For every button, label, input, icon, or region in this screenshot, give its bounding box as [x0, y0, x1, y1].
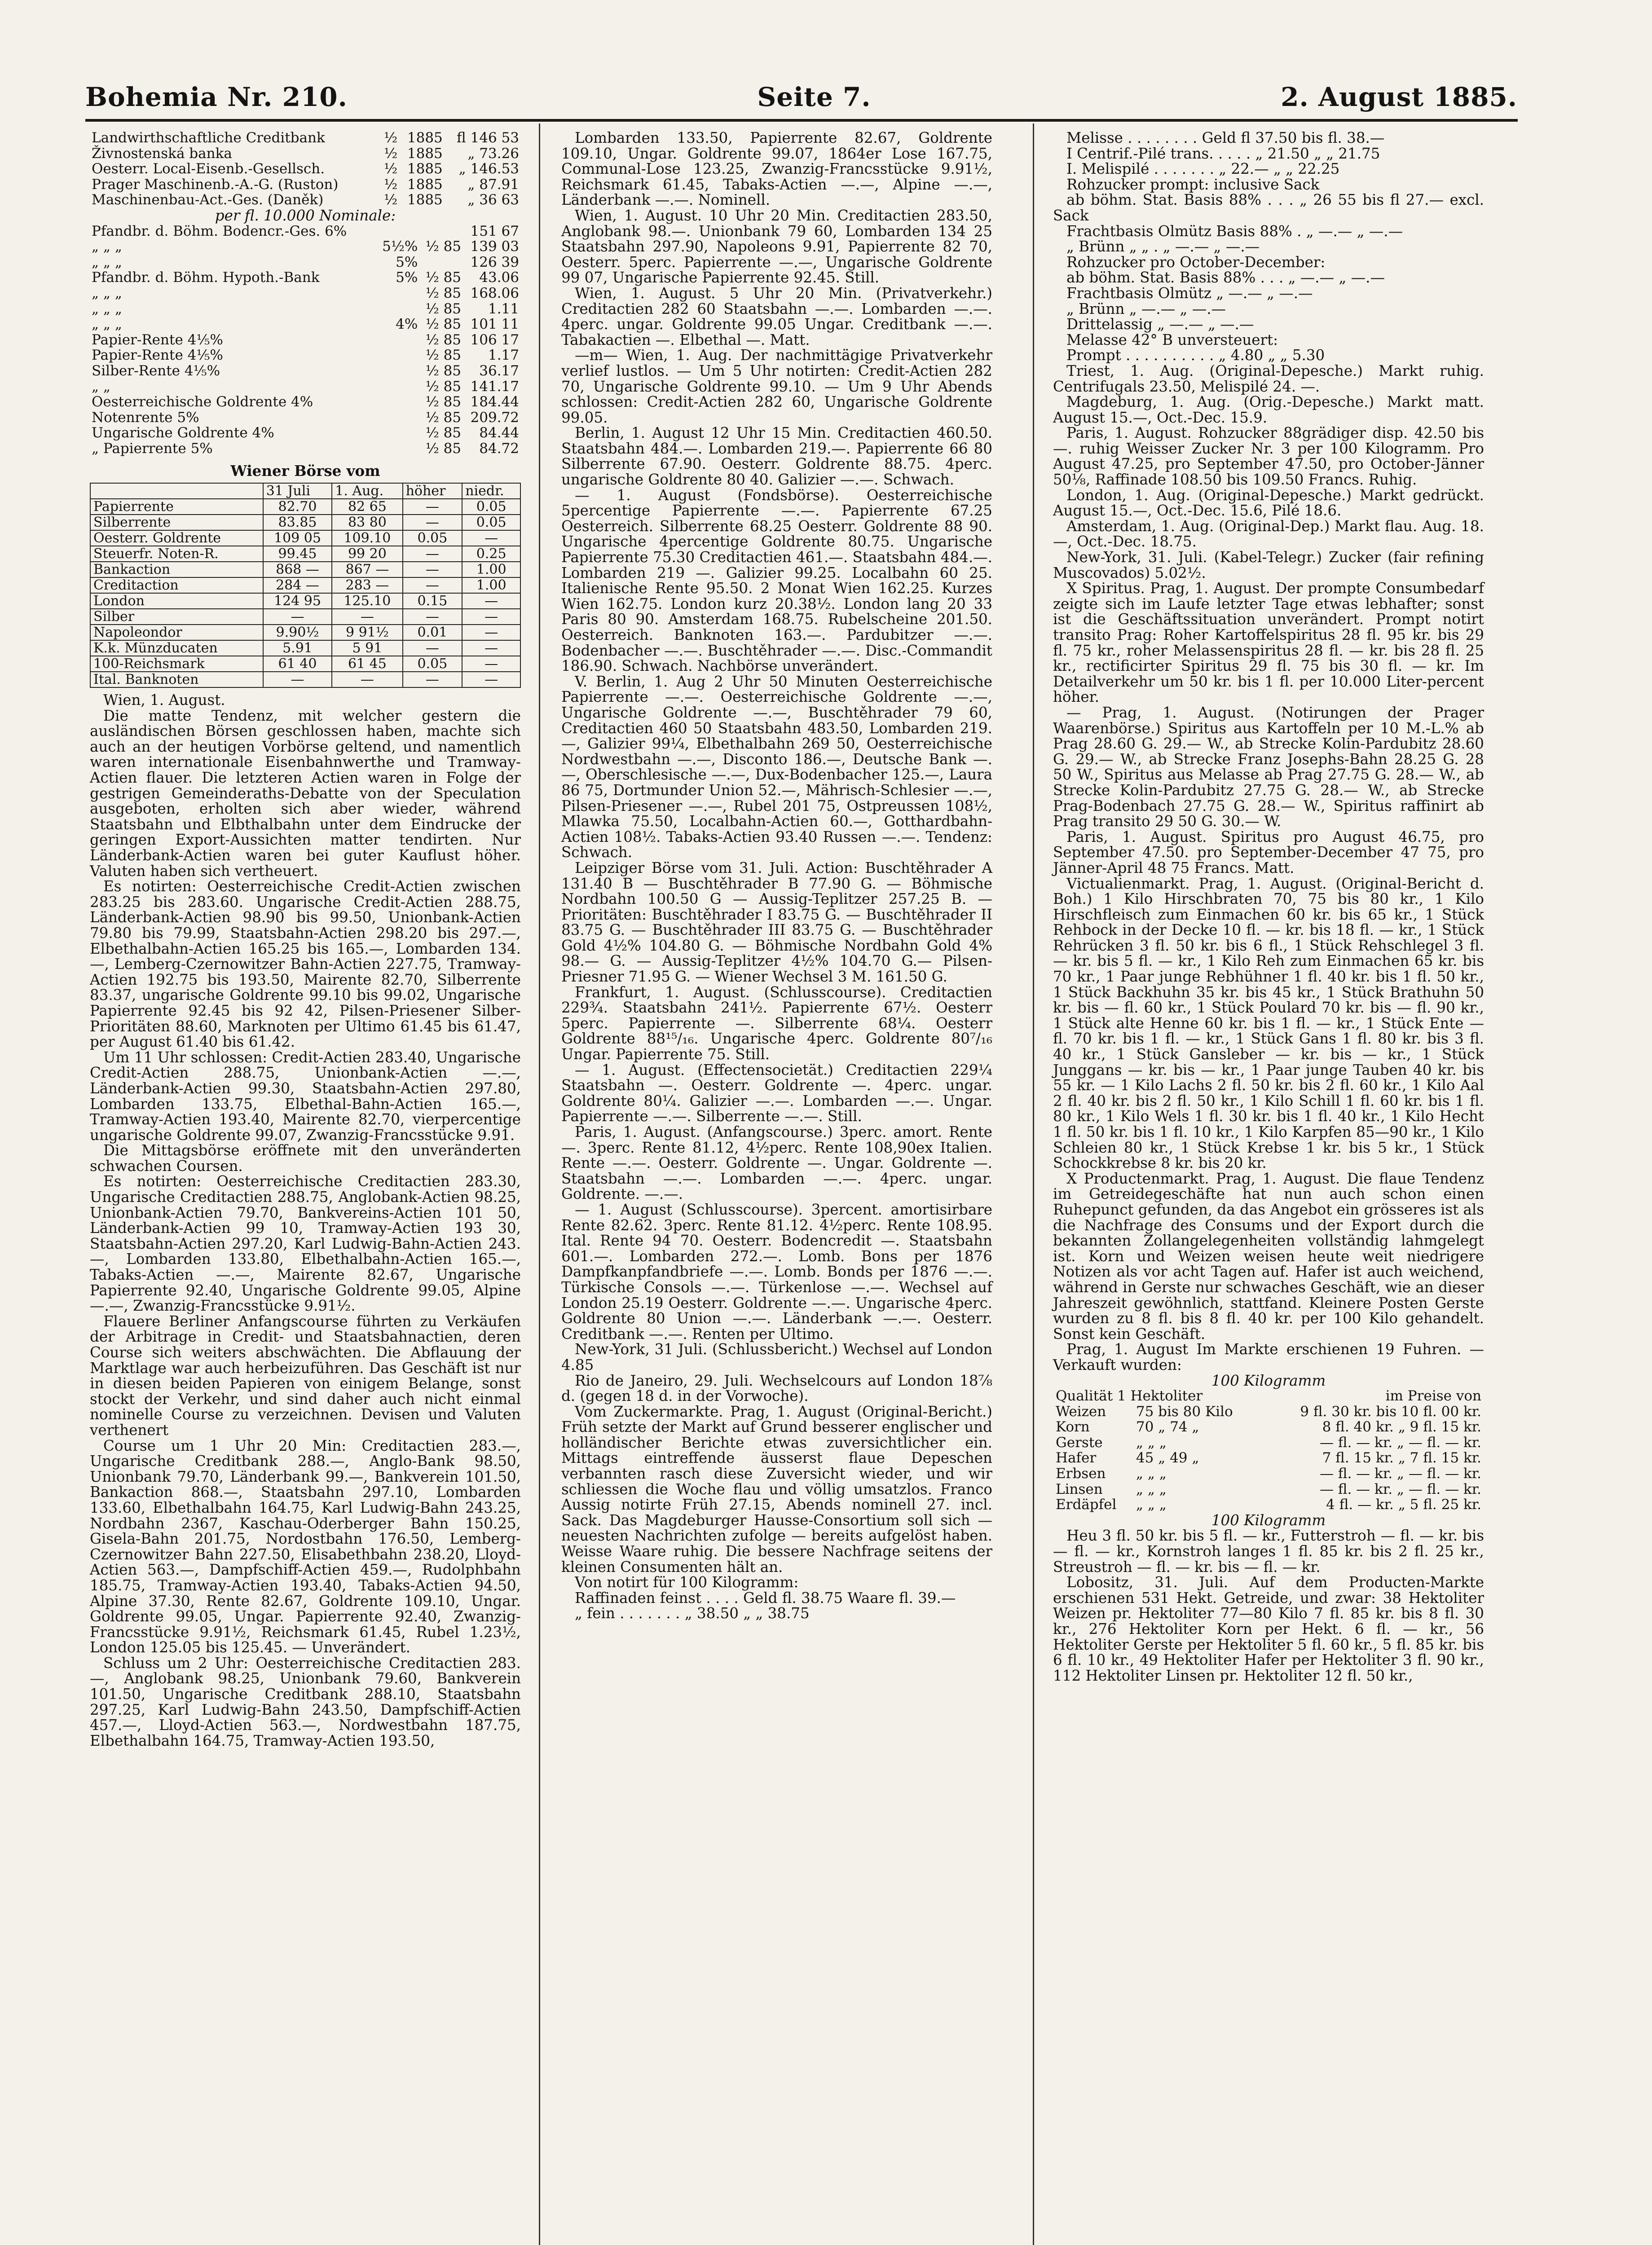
boerse-cell: London: [90, 593, 263, 609]
boerse-cell: 868 —: [263, 562, 332, 577]
grain-cell: 9 fl. 30 kr. bis 10 fl. 00 kr.: [1300, 1403, 1481, 1420]
boerse-cell: 99 20: [332, 546, 402, 562]
grain-cell: „ „ „: [1136, 1434, 1167, 1451]
quote-a-cell: ½: [384, 192, 398, 208]
quote-row: [90, 441, 521, 457]
article-paragraph: Leipziger Börse vom 31. Juli. Action: Buschtěhrader A 131.40 B — Buschtěhrader B 77.90 G. — Böhmische Nordbahn 100.50 G — Aussig-Teplitzer 257.25 B. — Prioritäten: Buschtěhrader I 83.75 G. — Buschtěhrader II 83.75 G. — Buschtěhrader III 83.75 G. — Buschtěhrader Gold 4½% 104.80 G. — Böhmische Nordbahn Gold 4% 98.— G. — Aussig-Teplitzer 4½% 104.70 G.— Pilsen-Priesner 71.95 G. — Wiener Wechsel 3 M. 161.50 G.: [561, 859, 992, 986]
quote-b-cell: 139 03: [470, 238, 519, 255]
quote-b-cell: [376, 224, 420, 239]
article-paragraph: Es notirten: Oesterreichische Creditactien 283.30, Ungarische Creditactien 288.75, Anglobank-Actien 98.25, Unionbank-Actien 79.70, Bankvereins-Actien 101 50, Länderbank-Actien 99 10, Tramway-Actien 193 30, Staatsbahn-Actien 297.20, Karl Ludwig-Bahn-Actien 243.—, Lombarden 133.80, Elbethalbahn-Actien 165.—, Tabaks-Actien —.—, Mairente 82.67, Ungarische Papierrente 92.40, Ungarische Goldrente 99.05, Alpine —.—, Zwanzig-Francsstücke 9.91½.: [90, 1173, 521, 1315]
table-row: [1053, 1435, 1484, 1451]
quote-a-cell: „ 146.53: [458, 161, 519, 177]
boerse-header: niedr.: [462, 483, 520, 499]
quote-b-cell: 141.17: [470, 378, 519, 395]
grain-head-price: im Preise von: [1385, 1388, 1481, 1404]
boerse-header: 1. Aug.: [332, 483, 402, 499]
column-1: [90, 130, 521, 1748]
quote-a-cell: Živnostenská banka: [92, 145, 232, 162]
table-row: [90, 593, 520, 609]
quote-b-cell: [376, 332, 420, 348]
article-paragraph: Drittelassig „ —.— „ —.—: [1066, 316, 1254, 333]
header-right: 2. August 1885.: [1281, 82, 1517, 112]
article-paragraph: — 1. August. (Effectensocietät.) Creditactien 229¼ Staatsbahn —. Oesterr. Goldrente —. 4perc. ungar. Goldrente 80¼. Galizier —.—. Lombarden —.—. Ungar. Papierrente —.—. Silberrente —.—. Still.: [561, 1061, 992, 1125]
boerse-cell: 9 91½: [332, 625, 402, 640]
boerse-cell: —: [462, 593, 520, 609]
article-paragraph: ab böhm. Stat. Basis 88% . . . „ —.— „ —.—: [1066, 269, 1385, 286]
article-paragraph: New-York, 31. Juli. (Kabel-Telegr.) Zucker (fair refining Muscovados) 5.02½.: [1053, 549, 1484, 581]
boerse-cell: —: [403, 672, 463, 687]
article-paragraph: London, 1. Aug. (Original-Depesche.) Markt gedrückt. August 15.—, Oct.-Dec. 15.6, Pilé 18.6.: [1053, 486, 1484, 519]
quote-b-cell: 4%: [396, 316, 418, 333]
quote-b-cell: [376, 379, 420, 395]
quote-b-cell: Papier-Rente 4⅕%: [92, 331, 223, 348]
boerse-cell: —: [403, 515, 463, 530]
grain-table: [1053, 1388, 1484, 1513]
article-paragraph: Von notirt für 100 Kilogramm:: [575, 1574, 799, 1591]
table-row: [1053, 1450, 1484, 1466]
quote-b-cell: ½ 85: [425, 409, 462, 426]
quote-b-cell: [376, 394, 420, 410]
grain-cell: Erdäpfel: [1056, 1497, 1117, 1513]
quote-a-cell: Prager Maschinenb.-A.-G. (Ruston): [92, 176, 339, 193]
boerse-cell: K.k. Münzducaten: [90, 640, 263, 656]
quote-b-cell: Ungarische Goldrente 4%: [92, 425, 274, 441]
header-left: Bohemia Nr. 210.: [85, 82, 348, 112]
article-paragraph: Triest, 1. Aug. (Original-Depesche.) Markt ruhig. Centrifugals 23.50, Melispilé 24. —.: [1053, 362, 1484, 395]
quotes-table-a: [90, 130, 521, 208]
boerse-cell: 5.91: [263, 640, 332, 656]
quote-a-cell: 1885: [407, 130, 443, 146]
quote-b-cell: [376, 441, 420, 457]
quote-b-cell: [419, 255, 463, 270]
table-row: [90, 515, 520, 530]
quote-b-cell: ½ 85: [425, 362, 462, 379]
boerse-cell: 0.05: [403, 530, 463, 546]
article-paragraph: New-York, 31 Juli. (Schlussbericht.) Wechsel auf London 4.85: [561, 1341, 992, 1373]
boerse-cell: 9.90½: [263, 625, 332, 640]
quote-b-cell: ½ 85: [425, 269, 462, 286]
boerse-cell: 109 05: [263, 530, 332, 546]
boerse-cell: 1.00: [462, 562, 520, 577]
quote-row: [90, 255, 521, 270]
quote-b-cell: Pfandbr. d. Böhm. Hypoth.-Bank: [92, 269, 320, 286]
grain-cell: 4 fl. — kr. „ 5 fl. 25 kr.: [1326, 1497, 1481, 1513]
article-paragraph: Paris, 1. August. Spiritus pro August 46.75, pro September 47.50. pro September-December 47 75, pro Jänner-April 48 75 Francs. Matt.: [1053, 828, 1484, 876]
article-paragraph: I Centrif.-Pilé trans. . . . . „ 21.50 „ „ 21.75: [1066, 145, 1380, 162]
boerse-cell: 867 —: [332, 562, 402, 577]
boerse-cell: 0.05: [462, 499, 520, 515]
grain-cell: 7 fl. 15 kr. „ 7 fl. 15 kr.: [1322, 1450, 1481, 1466]
boerse-cell: —: [332, 609, 402, 625]
grain-title: 100 Kilogramm: [1211, 1372, 1326, 1389]
article-paragraph: — Prag, 1. August. (Notirungen der Prager Waarenbörse.) Spiritus aus Kartoffeln per 10 M.-L.% ab Prag 28.60 G. 29.— W., ab Strecke Kolin-Pardubitz 28.60 G. 29.— W., ab Strecke Franz Josephs-Bahn 28.25 G. 28 50 W., Spiritus aus Melasse ab Prag 27.75 G. 28.— W., ab Strecke Kolin-Pardubitz 27.75 G. 28.— W., ab Strecke Prag-Bodenbach 27.75 G. 28.— W., Spiritus raffinirt ab Prag transito 29 50 G. 30.— W.: [1053, 704, 1484, 830]
quote-row: [90, 286, 521, 301]
quote-a-cell: Oesterr. Local-Eisenb.-Gesellsch.: [92, 161, 325, 177]
boerse-cell: —: [263, 609, 332, 625]
boerse-cell: —: [462, 640, 520, 656]
nominale-line: per fl. 10.000 Nominale:: [215, 207, 396, 224]
boerse-cell: —: [403, 609, 463, 625]
quote-a-cell: ½: [384, 145, 398, 162]
quote-b-cell: 106 17: [470, 331, 519, 348]
grain-cell: — fl. — kr. „ — fl. — kr.: [1319, 1434, 1481, 1451]
quote-row: [90, 363, 521, 379]
quote-b-cell: [376, 301, 420, 317]
article-paragraph: Vom Zuckermarkte. Prag, 1. August (Original-Bericht.) Früh setzte der Markt auf Grund besserer englischer und holländischer Berichte etwas zuversichtlicher ein. Mittags eintreffende äusserst flaue Depeschen verbannten rasch diese Zuversicht wieder, und wir schliessen die Woche flau und völlig umsatzlos. Franco Aussig notirte Früh 27.15, Abends nominell 27. incl. Sack. Das Magdeburger Hausse-Consortium soll sich — neuesten Nachrichten zufolge — bereits aufgelöst haben. Weisse Waare ruhig. Die bessere Nachfrage seitens der kleinen Consumenten hält an.: [561, 1403, 992, 1576]
quote-row: [90, 332, 521, 348]
quote-b-cell: ½ 85: [425, 300, 462, 317]
grain-cell: Korn: [1056, 1419, 1090, 1435]
quote-b-cell: ½ 85: [425, 378, 462, 395]
grain-cell: Hafer: [1056, 1450, 1097, 1466]
article-paragraph: Prag, 1. August Im Markte erschienen 19 Fuhren. — Verkauft wurden:: [1053, 1341, 1484, 1373]
article-paragraph: Wien, 1. August. 10 Uhr 20 Min. Creditactien 283.50, Anglobank 98.—. Unionbank 79 60, Lombarden 134 25 Staatsbahn 297.90, Napoleons 9.91, Papierrente 82 70, Oesterr. 5perc. Papierrente —.—, Ungarische Goldrente 99 07, Ungarische Papierrente 92.45. Still.: [561, 207, 992, 286]
article-paragraph: Victualienmarkt. Prag, 1. August. (Original-Bericht d. Boh.) 1 Kilo Hirschbraten 70, 75 bis 80 kr., 1 Kilo Hirschfleisch zum Einmachen 60 kr. bis 65 kr., 1 Stück Rehbock in der Decke 10 fl. — kr. bis 18 fl. — kr., 1 Stück Rehrücken 3 fl. 50 kr. bis 6 fl., 1 Stück Rehschlegel 3 fl. — kr. bis 5 fl. — kr., 1 Kilo Reh zum Einmachen 65 kr. bis 70 kr., 1 Paar junge Rebhühner 1 fl. 40 kr. bis 1 fl. 50 kr., 1 Stück Backhuhn 35 kr. bis 45 kr., 1 Stück Brathuhn 50 kr. bis — fl. 60 kr., 1 Stück Poulard 70 kr. bis — fl. 90 kr., 1 Stück alte Henne 60 kr. bis 1 fl. — kr., 1 Stück Ente — fl. 70 kr. bis 1 fl. — kr., 1 Stück Gans 1 fl. 80 kr. bis 3 fl. 40 kr., 1 Stück Gansleber — kr. bis — kr., 1 Stück Junggans — kr. bis — kr., 1 Paar junge Tauben 40 kr. bis 55 kr. — 1 Kilo Lachs 2 fl. 50 kr. bis 2 fl. 60 kr., 1 Kilo Aal 2 fl. 40 kr. bis 2 fl. 50 kr., 1 Kilo Schill 1 fl. 60 kr. bis 1 fl. 80 kr., 1 Kilo Wels 1 fl. 30 kr. bis 1 fl. 40 kr., 1 Kilo Hecht 1 fl. 50 kr. bis 1 fl. 10 kr., 1 Kilo Karpfen 85—90 kr., 1 Kilo Schleien 80 kr., 1 Stück Krebse 1 kr. bis 5 kr., 1 Stück Schockkrebse 8 kr. bis 20 kr.: [1053, 875, 1484, 1172]
quote-b-cell: 184.44: [470, 394, 519, 410]
quote-b-cell: ½ 85: [425, 425, 462, 441]
boerse-cell: 0.15: [403, 593, 463, 609]
quote-a-cell: „ 73.26: [467, 145, 519, 162]
boerse-cell: —: [403, 640, 463, 656]
article-paragraph: Magdeburg, 1. Aug. (Orig.-Depesche.) Markt matt. August 15.—, Oct.-Dec. 15.9.: [1053, 393, 1484, 426]
quote-b-cell: 5½%: [382, 238, 418, 255]
quote-b-cell: ½ 85: [425, 238, 462, 255]
table-row: [90, 609, 520, 625]
grain-cell: „ „ „: [1136, 1497, 1167, 1513]
article-paragraph: Heu 3 fl. 50 kr. bis 5 fl. — kr., Futterstroh — fl. — kr. bis — fl. — kr., Kornstroh langes 1 fl. 85 kr. bis 2 fl. 25 kr., Streustroh — fl. — kr. bis — fl. — kr.: [1053, 1527, 1484, 1576]
quote-row: [90, 146, 521, 162]
boerse-cell: 5 91: [332, 640, 402, 656]
table-row: [1053, 1497, 1484, 1513]
article-paragraph: „ Brünn „ —.— „ —.—: [1066, 300, 1226, 317]
quote-b-cell: Pfandbr. d. Böhm. Bodencr.-Ges. 6%: [92, 223, 347, 239]
quote-b-cell: ½ 85: [425, 285, 462, 301]
quote-row: [90, 348, 521, 363]
boerse-cell: 0.25: [462, 546, 520, 562]
grain-cell: 75 bis 80 Kilo: [1136, 1403, 1233, 1420]
boerse-cell: Papierrente: [90, 499, 263, 515]
table-row: [1053, 1404, 1484, 1420]
quote-a-cell: Maschinenbau-Act.-Ges. (Daněk): [92, 192, 324, 208]
grain-cell: „ „ „: [1136, 1481, 1167, 1497]
quote-b-cell: ½ 85: [425, 440, 462, 457]
boerse-header: 31 Juli: [263, 483, 332, 499]
quote-b-cell: 84.44: [479, 425, 519, 441]
boerse-cell: 61 40: [263, 656, 332, 672]
article-paragraph: Paris, 1. August. Rohzucker 88grädiger disp. 42.50 bis —. ruhig Weisser Zucker Nr. 3 per 100 Kilogramm. Pro August 47.25, pro September 47.50, pro October-Jänner 50⅛, Raffinade 108.50 bis 109.50 Francs. Ruhig.: [1053, 424, 1484, 489]
boerse-cell: Oesterr. Goldrente: [90, 530, 263, 546]
article-paragraph: —m— Wien, 1. Aug. Der nachmittägige Privatverkehr verlief lustlos. — Um 5 Uhr notirten: Credit-Actien 282 70, Ungarische Goldrente 99.10. — Um 9 Uhr Abends schlossen: Credit-Actien 282 60, Ungarische Goldrente 99.05.: [561, 347, 992, 426]
grain-cell: „ „ „: [1136, 1466, 1167, 1482]
quote-b-cell: 168.06: [470, 285, 519, 301]
quote-b-cell: 36.17: [479, 362, 519, 379]
quote-a-cell: „ 87.91: [467, 176, 519, 193]
quote-a-cell: Landwirthschaftliche Creditbank: [92, 130, 325, 146]
boerse-cell: 83 80: [332, 515, 402, 530]
article-paragraph: Flauere Berliner Anfangscourse führten zu Verkäufen der Arbitrage in Credit- und Staatsbahnactien, deren Course sich weiters abschwächten. Die Abflauung der Marktlage war auch herbeizuführen. Das Geschäft ist nur in diesen beiden Papieren von einigem Belange, sonst stockt der Verkehr, und sind daher auch nicht einmal nominelle Course zu verzeichnen. Devisen und Valuten verthenert: [90, 1312, 521, 1439]
quote-row: [90, 394, 521, 410]
table-row: [90, 656, 520, 672]
article-paragraph: Paris, 1. August. (Anfangscourse.) 3perc. amort. Rente —. 3perc. Rente 81.12, 4½perc. Rente 108,90ex Italien. Rente —.—. Oesterr. Goldrente —. Ungar. Goldrente —. Staatsbahn —.—. Lombarden —.—. 4perc. ungar. Goldrente. —.—.: [561, 1123, 992, 1203]
quote-b-cell: 1.17: [488, 347, 519, 364]
article-paragraph: Rohzucker pro October-December:: [1066, 253, 1326, 271]
article-paragraph: Wien, 1. August.: [103, 691, 225, 709]
article-paragraph: V. Berlin, 1. Aug 2 Uhr 50 Minuten Oesterreichische Papierrente —.—. Oesterreichische Goldrente —.—, Ungarische Goldrente —.—, Buschtěhrader 79 60, Creditactien 460 50 Staatsbahn 483.50, Lombarden 219.—, Galizier 99¼, Elbethalbahn 269 50, Oesterreichische Nordwestbahn —.—, Disconto 186.—, Deutsche Bank —.—, Oberschlesische —.—, Dux-Bodenbacher 125.—, Laura 86 75, Dortmunder Union 52.—, Mährisch-Schlesier —.—, Pilsen-Priesener —.—, Rubel 201 75, Ostpreussen 108½, Mlawka 75.50, Localbahn-Actien 60.—, Gotthardbahn-Actien 108½. Tabaks-Actien 93.40 Russen —.—. Tendenz: Schwach.: [561, 673, 992, 861]
quote-b-cell: „ „ „: [92, 300, 122, 317]
quote-b-cell: Notenrente 5%: [92, 409, 199, 426]
article-paragraph: Melisse . . . . . . . . Geld fl 37.50 bis fl. 38.—: [1066, 129, 1385, 146]
quote-a-cell: 1885: [407, 192, 443, 208]
boerse-cell: —: [263, 672, 332, 687]
quote-b-cell: [419, 224, 463, 239]
quote-b-cell: 84.72: [479, 440, 519, 457]
quote-b-cell: [376, 348, 420, 363]
quote-b-cell: ½ 85: [425, 331, 462, 348]
quote-b-cell: „ „ „: [92, 238, 122, 255]
boerse-cell: 0.01: [403, 625, 463, 640]
article-paragraph: — 1. August (Fondsbörse). Oesterreichische 5percentige Papierrente —.—. Papierrente 67.25 Oesterreich. Silberrente 68.25 Oesterr. Goldrente 88 90. Ungarische 4percentige Goldrente 80.75. Ungarische Papierrente 75.30 Creditactien 461.—. Staatsbahn 484.—. Lombarden 219 —. Galizier 99.25. Localbahn 60 25. Italienische Rente 95.50. 2 Monat Wien 162.25. Kurzes Wien 162.75. London kurz 20.38½. London lang 20 33 Paris 80 90. Amsterdam 168.75. Rubelscheine 201.50. Oesterreich. Banknoten 163.—. Pardubitzer —.—. Bodenbacher —.—. Buschtěhrader —.—. Disc.-Commandit 186.90. Schwach. Nachbörse unverändert.: [561, 486, 992, 675]
boerse-cell: Creditaction: [90, 577, 263, 593]
boerse-cell: 82.70: [263, 499, 332, 515]
grain-cell: 8 fl. 40 kr. „ 9 fl. 15 kr.: [1322, 1419, 1481, 1435]
boerse-cell: 125.10: [332, 593, 402, 609]
quote-a-cell: fl 146 53: [456, 130, 519, 146]
quote-b-cell: „ „ „: [92, 254, 122, 270]
quote-b-cell: 43.06: [479, 269, 519, 286]
article-paragraph: Course um 1 Uhr 20 Min: Creditactien 283.—, Ungarische Creditbank 288.—, Anglo-Bank 98.50, Unionbank 79.70, Länderbank 99.—, Bankverein 101.50, Bankaction 868.—, Staatsbahn 297.10, Lombarden 133.60, Elbethalbahn 164.75, Karl Ludwig-Bahn 243.25, Nordbahn 2367, Kaschau-Oderberger Bahn 150.25, Gisela-Bahn 201.75, Nordostbahn 176.50, Lemberg-Czernowitzer Bahn 227.50, Elisabethbahn 238.20, Lloyd-Actien 563.—, Dampfschiff-Actien 459.—, Rudolphbahn 185.75, Tramway-Actien 193.40, Tabaks-Actien 94.50, Alpine 37.30, Rente 82.67, Goldrente 109.10, Ungar. Goldrente 99.05, Ungar. Papierrente 92.40, Zwanzig-Francsstücke 9.91½, Reichsmark 61.45, Rubel 1.23½, London 125.05 bis 125.45. — Unverändert.: [90, 1437, 521, 1656]
boerse-cell: —: [462, 656, 520, 672]
quote-b-cell: [376, 363, 420, 379]
article-paragraph: Wien, 1. August. 5 Uhr 20 Min. (Privatverkehr.) Creditactien 282 60 Staatsbahn —.—. Lombarden —.—. 4perc. ungar. Goldrente 99.05 Ungar. Creditbank —.—. Tabakactien —. Elbethal —. Matt.: [561, 284, 992, 348]
quote-b-cell: Oesterreichische Goldrente 4%: [92, 394, 313, 410]
column-3: [1053, 130, 1484, 1683]
quote-b-cell: 209.72: [470, 409, 519, 426]
grain-title-2: 100 Kilogramm: [1211, 1511, 1326, 1529]
boerse-cell: 0.05: [462, 515, 520, 530]
article-paragraph: Prompt . . . . . . . . . . „ 4.80 „ „ 5.30: [1066, 347, 1325, 364]
boerse-cell: 82 65: [332, 499, 402, 515]
article-paragraph: Lobositz, 31. Juli. Auf dem Producten-Markte erschienen 531 Hekt. Getreide, und zwar: 38 Hektoliter Weizen pr. Hektoliter 77—80 Kilo 7 fl. 85 kr. bis 8 fl. 30 kr., 276 Hektoliter Korn per Hekt. 6 fl. — kr., 56 Hektoliter Gerste per Hektoliter 5 fl. 60 kr., 5 fl. 85 kr. bis 6 fl. 10 kr., 49 Hektoliter Hafer per Hektoliter 3 fl. 90 kr., 112 Hektoliter Linsen pr. Hektoliter 12 fl. 50 kr.,: [1053, 1574, 1484, 1684]
quote-a-cell: ½: [384, 176, 398, 193]
quote-row: [90, 192, 521, 208]
article-paragraph: Raffinaden feinst . . . . Geld fl. 38.75 Waare fl. 39.—: [575, 1589, 956, 1607]
article-paragraph: „ fein . . . . . . . „ 38.50 „ „ 38.75: [575, 1605, 810, 1622]
boerse-title: Wiener Börse vom: [230, 462, 380, 480]
quote-a-cell: 1885: [407, 161, 443, 177]
boerse-table: [90, 483, 521, 688]
quote-row: [90, 130, 521, 146]
boerse-cell: —: [462, 530, 520, 546]
table-row: [90, 625, 520, 640]
table-row: [90, 546, 520, 562]
table-row: [90, 640, 520, 656]
article-paragraph: Melasse 42° B unversteuert:: [1066, 331, 1278, 348]
quote-b-cell: „ Papierrente 5%: [92, 440, 213, 457]
boerse-cell: 61 45: [332, 656, 402, 672]
quote-row: [90, 379, 521, 395]
article-paragraph: Es notirten: Oesterreichische Credit-Actien zwischen 283.25 bis 283.60. Ungarische Credit-Actien 288.75, Länderbank-Actien 98.90 bis 99.50, Unionbank-Actien 79.80 bis 79.99, Staatsbahn-Actien 298.20 bis 297.—, Elbethalbahn-Actien 165.25 bis 165.—, Lombarden 134.—, Lemberg-Czernowitzer Bahn-Actien 227.75, Tramway-Actien 192.75 bis 193.50, Mairente 82.70, Silberrente 83.37, ungarische Goldrente 99.10 bis 99.02, Ungarische Papierrente 92.45 bis 92 42, Pilsen-Priesener Silber-Prioritäten 88.60, Marknoten per Ultimo 61.45 bis 61.47, per August 61.40 bis 61.42.: [90, 878, 521, 1051]
article-paragraph: Um 11 Uhr schlossen: Credit-Actien 283.40, Ungarische Credit-Actien 288.75, Unionbank-Actien —.—, Länderbank-Actien 99.30, Staatsbahn-Actien 297.80, Lombarden 133.75, Elbethal-Bahn-Actien 165.—, Tramway-Actien 193.40, Mairente 82.70, vierpercentige ungarische Goldrente 99.07, Zwanzig-Francsstücke 9.91.: [90, 1048, 521, 1144]
grain-cell: Weizen: [1056, 1403, 1106, 1420]
article-paragraph: Schluss um 2 Uhr: Oesterreichische Creditactien 283.—, Anglobank 98.25, Unionbank 79.60, Bankverein 101.50, Ungarische Creditbank 288.10, Staatsbahn 297.25, Karl Ludwig-Bahn 243.50, Dampfschiff-Actien 457.—, Lloyd-Actien 563.—, Nordwestbahn 187.75, Elbethalbahn 164.75, Tramway-Actien 193.50,: [90, 1654, 521, 1749]
boerse-cell: Napoleondor: [90, 625, 263, 640]
quote-b-cell: Papier-Rente 4⅕%: [92, 347, 223, 364]
header-center: Seite 7.: [757, 82, 871, 112]
grain-cell: 70 „ 74 „: [1136, 1419, 1199, 1435]
article-paragraph: Lombarden 133.50, Papierrente 82.67, Goldrente 109.10, Ungar. Goldrente 99.07, 1864er Lose 167.75, Communal-Lose 123.25, Zwanzig-Francsstücke 9.91½, Reichsmark 61.45, Tabaks-Actien —.—, Alpine —.—, Länderbank —.—. Nominell.: [561, 129, 992, 209]
article-paragraph: Berlin, 1. August 12 Uhr 15 Min. Creditactien 460.50. Staatsbahn 484.—. Lombarden 219.—. Papierrente 66 80 Silberrente 67.90. Oesterr. Goldrente 88.75. 4perc. ungarische Goldrente 80 40. Galizier —.—. Schwach.: [561, 424, 992, 489]
grain-cell: Linsen: [1056, 1481, 1103, 1497]
article-paragraph: X Productenmarkt. Prag, 1. August. Die flaue Tendenz im Getreidegeschäfte hat nun auch schon einen Ruhepunct gefunden, da das Angebot ein grösseres ist als die Nachfrage des Consums und der Export durch die bekannten Zollangelegenheiten vollständig lahmgelegt ist. Korn und Weizen weisen heute weit niedrigere Notizen als vor acht Tagen auf. Hafer ist auch weichend, während in Gerste nur schwaches Geschäft, wie an dieser Jahreszeit gewöhnlich, stattfand. Kleinere Posten Gerste wurden zu 8 fl. bis 8 fl. 40 kr. per 100 Kilo gehandelt. Sonst kein Geschäft.: [1053, 1170, 1484, 1343]
boerse-cell: —: [462, 625, 520, 640]
article-paragraph: Die matte Tendenz, mit welcher gestern die ausländischen Börsen geschlossen haben, machte sich auch an der heutigen Vorbörse geltend, und namentlich waren internationale Eisenbahnwerthe und Tramway-Actien flauer. Die letzteren Actien waren in Folge der gestrigen Gemeinderaths-Debatte von der Speculation ausgeboten, erholten sich aber wieder, während Staatsbahn und Elbthalbahn unter dem Eindrucke der geringen Export-Aussichten matter tendirten. Nur Länderbank-Actien waren bei guter Kauflust höher. Valuten haben sich vertheuert.: [90, 707, 521, 880]
quote-a-cell: ½: [384, 161, 398, 177]
table-row: [90, 672, 520, 687]
quote-row: [90, 177, 521, 193]
boerse-cell: 83.85: [263, 515, 332, 530]
boerse-cell: 124 95: [263, 593, 332, 609]
boerse-cell: —: [403, 499, 463, 515]
article-paragraph: Rohzucker prompt: inclusive Sack: [1066, 176, 1320, 193]
quote-row: [90, 410, 521, 426]
boerse-cell: 0.05: [403, 656, 463, 672]
table-row: [90, 577, 520, 593]
boerse-cell: —: [462, 609, 520, 625]
table-row: [1053, 1419, 1484, 1435]
boerse-cell: 100-Reichsmark: [90, 656, 263, 672]
quote-b-cell: 151 67: [470, 223, 519, 239]
boerse-cell: Silber: [90, 609, 263, 625]
boerse-cell: —: [403, 546, 463, 562]
quote-b-cell: [376, 286, 420, 301]
header-rule: [85, 119, 1518, 122]
grain-head-quality: Qualität 1 Hektoliter: [1056, 1388, 1203, 1404]
grain-cell: — fl. — kr. „ — fl. — kr.: [1319, 1466, 1481, 1482]
quote-b-cell: Silber-Rente 4⅕%: [92, 362, 220, 379]
quote-row: [90, 317, 521, 332]
grain-cell: Erbsen: [1056, 1466, 1106, 1482]
boerse-cell: 99.45: [263, 546, 332, 562]
boerse-cell: Silberrente: [90, 515, 263, 530]
boerse-cell: 284 —: [263, 577, 332, 593]
quote-a-cell: 1885: [407, 145, 443, 162]
boerse-cell: Steuerfr. Noten-R.: [90, 546, 263, 562]
table-row: [90, 562, 520, 577]
quote-b-cell: 126 39: [470, 254, 519, 270]
quote-row: [90, 301, 521, 317]
quote-b-cell: [376, 410, 420, 426]
boerse-cell: 1.00: [462, 577, 520, 593]
quote-row: [90, 270, 521, 286]
quote-b-cell: 5%: [396, 269, 418, 286]
column-divider: [1033, 123, 1034, 2245]
quote-a-cell: „ 36 63: [467, 192, 519, 208]
article-paragraph: ab böhm. Stat. Basis 88% . . . „ 26 55 bis fl 27.— excl. Sack: [1053, 191, 1484, 224]
quote-a-cell: 1885: [407, 176, 443, 193]
article-paragraph: Rio de Janeiro, 29. Juli. Wechselcours auf London 18⅞ d. (gegen 18 d. in der Vorwoche).: [561, 1372, 992, 1405]
boerse-header: höher: [403, 483, 463, 499]
article-paragraph: — 1. August (Schlusscourse). 3percent. amortisirbare Rente 82.62. 3perc. Rente 81.12. 4½perc. Rente 108.95. Ital. Rente 94 70. Oesterr. Bodencredit —. Staatsbahn 601.—. Lombarden 272.—. Lomb. Bons per 1876 Dampfkanpfandbriefe —.—. Lomb. Bonds per 1876 —.—. Türkische Consols —.—. Türkenlose —.—. Wechsel auf London 25.19 Oesterr. Goldrente —.—. Ungarische 4perc. Goldrente 80 Union —.—. Länderbank —.—. Oesterr. Creditbank —.—. Renten per Ultimo.: [561, 1201, 992, 1343]
grain-cell: Gerste: [1056, 1434, 1103, 1451]
column-divider: [539, 123, 540, 2245]
quote-row: [90, 224, 521, 239]
table-row: [90, 499, 520, 515]
article-paragraph: X Spiritus. Prag, 1. August. Der prompte Consumbedarf zeigte sich im Laufe letzter Tage etwas lebhafter; sonst ist die Geschäftssituation unverändert. Prompt notirt transito Prag: Roher Kartoffelspiritus 28 fl. 95 kr. bis 29 fl. 75 kr., roher Melassenspiritus 28 fl. — kr. bis 28 fl. 25 kr., rectificirter Spiritus 29 fl. 75 bis 30 fl. — kr. Im Detailverkehr um 50 kr. bis 1 fl. per 10.000 Liter-percent höher.: [1053, 580, 1484, 706]
quote-b-cell: [376, 425, 420, 441]
table-row: [1053, 1482, 1484, 1497]
article-paragraph: „ Brünn „ „ . „ —.— „ —.—: [1066, 238, 1260, 255]
grain-cell: 45 „ 49 „: [1136, 1450, 1199, 1466]
quote-row: [90, 161, 521, 177]
boerse-cell: —: [462, 672, 520, 687]
quote-b-cell: „ „ „: [92, 285, 122, 301]
table-row: [90, 530, 520, 546]
quote-b-cell: 101 11: [470, 316, 519, 333]
quote-b-cell: ½ 85: [425, 316, 462, 333]
quote-b-cell: 5%: [396, 254, 418, 270]
article-paragraph: I. Melispilé . . . . . . . „ 22.— „ „ 22.25: [1066, 160, 1340, 178]
boerse-cell: Ital. Banknoten: [90, 672, 263, 687]
boerse-cell: —: [332, 672, 402, 687]
article-paragraph: Frankfurt, 1. August. (Schlusscourse). Creditactien 229¾. Staatsbahn 241½. Papierrente 67½. Oesterr 5perc. Papierrente —. Silberrente 68¼. Oesterr Goldrente 88¹⁵/₁₆. Ungarische 4perc. Goldrente 80⁷/₁₆ Ungar. Papierrente 75. Still.: [561, 983, 992, 1063]
boerse-cell: Bankaction: [90, 562, 263, 577]
quotes-table-b: [90, 224, 521, 457]
quote-b-cell: ½ 85: [425, 347, 462, 364]
table-row: [1053, 1466, 1484, 1482]
article-paragraph: Die Mittagsbörse eröffnete mit den unveränderten schwachen Coursen.: [90, 1142, 521, 1175]
page-header: [85, 72, 1517, 112]
quote-b-cell: ½ 85: [425, 394, 462, 410]
boerse-cell: —: [403, 562, 463, 577]
quote-b-cell: „ „: [92, 378, 110, 395]
boerse-cell: 283 —: [332, 577, 402, 593]
quote-b-cell: 1.11: [488, 300, 519, 317]
quote-row: [90, 425, 521, 441]
article-paragraph: Frachtbasis Olmütz Basis 88% . „ —.— „ —.—: [1066, 222, 1403, 240]
grain-cell: — fl. — kr. „ — fl. — kr.: [1319, 1481, 1481, 1497]
quote-row: [90, 239, 521, 255]
column-2: [561, 130, 992, 1621]
boerse-cell: —: [403, 577, 463, 593]
boerse-cell: 109.10: [332, 530, 402, 546]
article-paragraph: Amsterdam, 1. Aug. (Original-Dep.) Markt flau. Aug. 18.—, Oct.-Dec. 18.75.: [1053, 517, 1484, 550]
quote-b-cell: „ „ „: [92, 316, 122, 333]
article-paragraph: Frachtbasis Olmütz „ —.— „ —.—: [1066, 284, 1313, 302]
boerse-header: [90, 483, 263, 499]
quote-a-cell: ½: [384, 130, 398, 146]
